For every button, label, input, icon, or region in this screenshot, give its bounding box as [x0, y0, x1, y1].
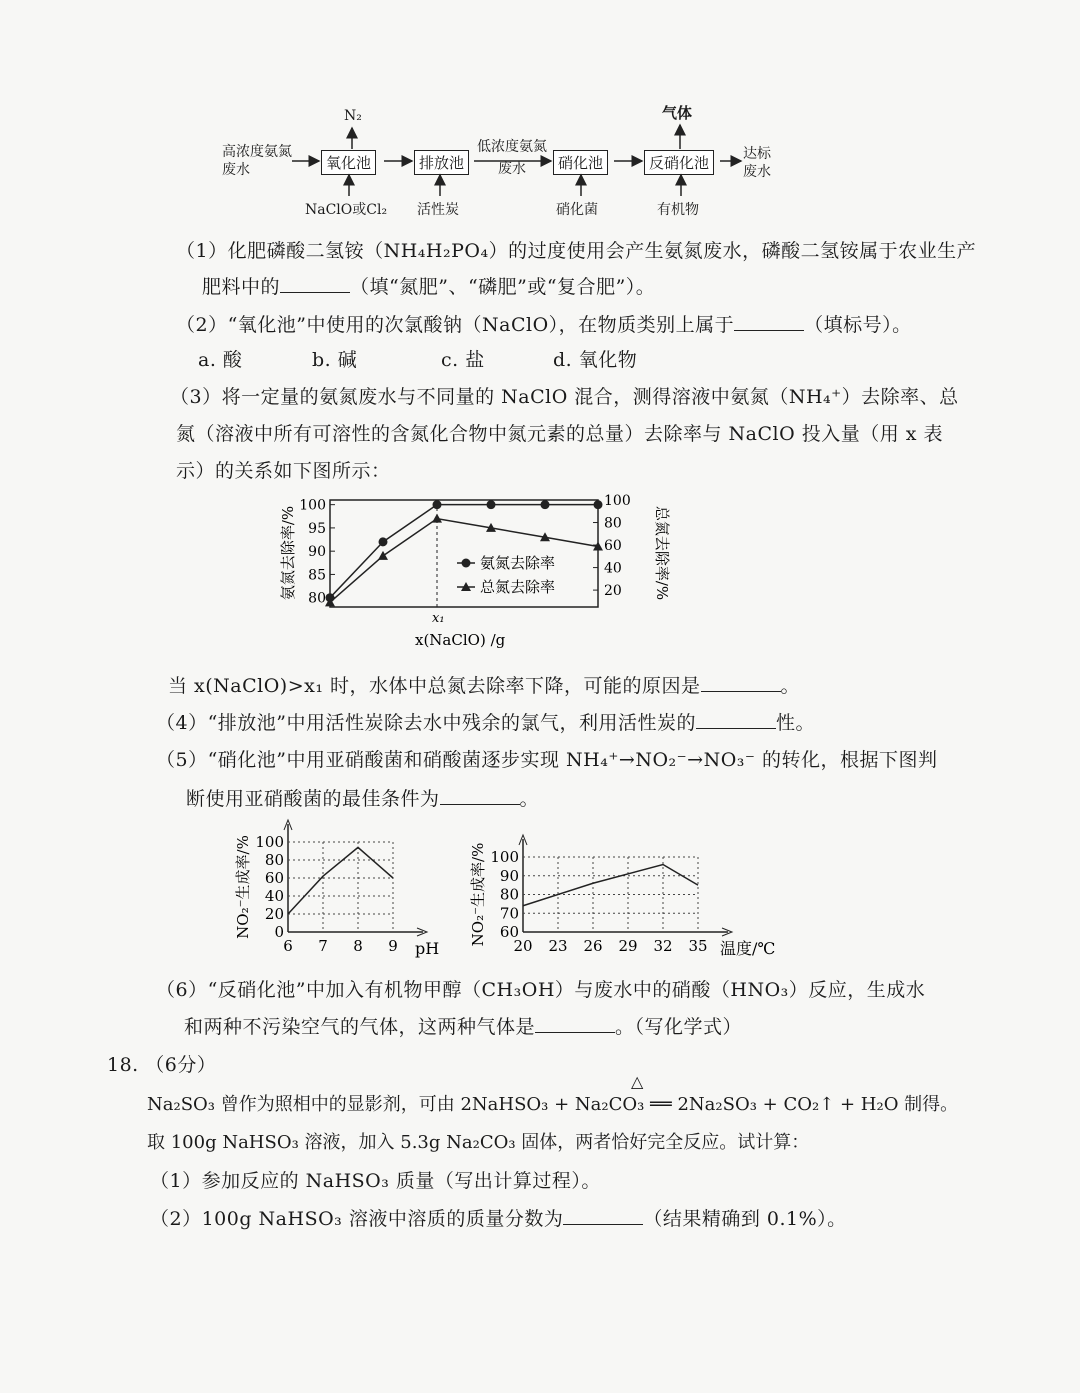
data-point-circle [594, 500, 603, 509]
x-tick-label: 32 [653, 937, 673, 955]
x-tick-label: 6 [283, 937, 293, 955]
x-tick-label: 20 [513, 937, 533, 955]
legend-label-1: 总氮去除率 [480, 578, 556, 596]
chart-ph [230, 810, 450, 960]
flow-box-nitrification: 硝化池 [553, 150, 608, 175]
y-tick-label-right: 60 [604, 538, 622, 555]
flow-gas: 气体 [662, 104, 693, 122]
flow-n2: N₂ [344, 108, 362, 124]
data-point-triangle [378, 551, 388, 560]
flow-box-denitrification: 反硝化池 [644, 150, 714, 175]
x-tick-label: 8 [353, 937, 363, 955]
y-tick-label-right: 100 [604, 493, 631, 509]
q6-line1: （6）“反硝化池”中加入有机物甲醇（CH₃OH）与废水中的硝酸（HNO₃）反应，生成水 [156, 979, 926, 1001]
flow-arrows [0, 0, 1080, 230]
y-axis-label-right: 总氮去除率/% [653, 505, 671, 601]
q4-answer-blank[interactable] [696, 714, 776, 729]
y-axis-label: NO₂⁻生成率/% [234, 835, 252, 939]
data-point-circle [541, 500, 550, 509]
y-tick-label-left: 80 [308, 590, 326, 607]
q18-line1: Na₂SO₃ 曾作为照相中的显影剂，可由 2NaHSO₃ + Na₂CO₃ ══ 2Na₂SO₃ + CO₂↑ + H₂O 制得。 [147, 1094, 959, 1115]
q3-line3: 示）的关系如下图所示： [176, 460, 391, 482]
x-tick-label: 23 [548, 937, 568, 955]
q3-line1: （3）将一定量的氨氮废水与不同量的 NaClO 混合，测得溶液中氨氮（NH₄⁺）去除率、总 [170, 386, 959, 408]
flow-box-oxidation: 氧化池 [321, 150, 376, 175]
q6-line2: 和两种不污染空气的气体，这两种气体是 。（写化学式） [184, 1016, 743, 1038]
q2-answer-blank[interactable] [734, 316, 804, 331]
flow-mid-label: 低浓度氨氮废水 [477, 139, 547, 177]
q18-line2: 取 100g NaHSO₃ 溶液，加入 5.3g Na₂CO₃ 固体，两者恰好完全反应。试计算： [147, 1132, 810, 1153]
y-tick-label: 90 [499, 866, 519, 885]
chart-removal-rate [265, 485, 685, 665]
q18-sub2: （2）100g NaHSO₃ 溶液中溶质的质量分数为 （结果精确到 0.1%）。 [150, 1208, 847, 1230]
x-axis-label: 温度/℃ [720, 939, 776, 958]
data-point-circle [487, 500, 496, 509]
q3-reason: 当 x(NaClO)>x₁ 时，水体中总氮去除率下降，可能的原因是 。 [168, 675, 801, 697]
x-tick-label: 35 [688, 937, 708, 955]
y-tick-label-left: 90 [308, 544, 326, 561]
data-point-triangle [432, 514, 442, 523]
y-tick-label: 40 [264, 887, 284, 905]
data-point-circle [433, 500, 442, 509]
flow-input-bacteria: 硝化菌 [556, 202, 598, 218]
y-tick-label: 70 [499, 904, 519, 923]
flow-input-naclo: NaClO或Cl₂ [305, 202, 388, 218]
y-tick-label-left: 100 [299, 497, 326, 514]
flow-box-discharge: 排放池 [414, 150, 469, 175]
q5-answer-blank[interactable] [440, 790, 520, 805]
y-axis-label-left: 氨氮去除率/% [279, 505, 297, 601]
y-tick-label: 100 [255, 833, 284, 851]
y-tick-label-left: 85 [308, 567, 326, 584]
y-axis-label: NO₂⁻生成率/% [469, 842, 487, 947]
series-line-0 [330, 505, 598, 598]
q2-option-a: a. 酸 [198, 349, 243, 371]
y-tick-label: 20 [264, 905, 284, 923]
y-tick-label: 0 [274, 923, 284, 941]
series-line-0 [523, 865, 698, 906]
y-tick-label: 60 [499, 923, 519, 941]
y-tick-label-right: 40 [604, 560, 622, 577]
y-tick-label-right: 20 [604, 583, 622, 600]
x-tick-label: 7 [318, 937, 328, 955]
q1-line2: 肥料中的 （填“氮肥”、“磷肥”或“复合肥”）。 [202, 276, 656, 298]
y-tick-label-right: 80 [604, 515, 622, 532]
y-tick-label: 100 [490, 848, 519, 866]
x-axis-label: pH [415, 939, 440, 958]
q2-option-b: b. 碱 [312, 349, 358, 371]
legend-marker-0 [462, 559, 471, 568]
q3-answer-blank[interactable] [701, 677, 781, 692]
q1-text: （1）化肥磷酸二氢铵（NH₄H₂PO₄）的过度使用会产生氨氮废水，磷酸二氢铵属于农业生产 [176, 240, 977, 262]
x-axis-label: x(NaClO) /g [415, 631, 506, 649]
y-tick-label: 60 [264, 869, 284, 887]
series-line-0 [288, 847, 393, 914]
q3-line2: 氮（溶液中所有可溶性的含氮化合物中氮元素的总量）去除率与 NaClO 投入量（用 x 表 [176, 423, 944, 445]
q18-delta-symbol: △ [631, 1072, 644, 1091]
q5-line1: （5）“硝化池”中用亚硝酸菌和硝酸菌逐步实现 NH₄⁺→NO₂⁻→NO₃⁻ 的转化，根据下图判 [156, 749, 938, 771]
q18-sub1: （1）参加反应的 NaHSO₃ 质量（写出计算过程）。 [150, 1170, 601, 1192]
q2-text: （2）“氧化池”中使用的次氯酸钠（NaClO），在物质类别上属于 （填标号）。 [176, 314, 912, 336]
q6-answer-blank[interactable] [535, 1018, 615, 1033]
legend-label-0: 氨氮去除率 [480, 554, 556, 572]
q2-option-c: c. 盐 [441, 349, 485, 371]
q1-answer-blank[interactable] [280, 278, 350, 293]
q5-line2: 断使用亚硝酸菌的最佳条件为 。 [186, 788, 540, 810]
flow-input-carbon: 活性炭 [417, 202, 459, 218]
q18-answer-blank[interactable] [563, 1210, 643, 1225]
flow-output: 达标废水 [743, 146, 771, 180]
data-point-circle [379, 537, 388, 546]
q4-text: （4）“排放池”中用活性炭除去水中残余的氯气，利用活性炭的 性。 [156, 712, 816, 734]
x-tick-label: 26 [583, 937, 603, 955]
y-tick-label-left: 95 [308, 520, 326, 537]
chart-temperature [465, 810, 785, 960]
q18-header: 18. （6分） [107, 1054, 217, 1076]
flow-input-organic: 有机物 [657, 202, 699, 218]
flow-input: 高浓度氨氮废水 [222, 144, 292, 178]
x-tick-label: 9 [388, 937, 398, 955]
x-marker-label: x₁ [432, 611, 445, 626]
q2-option-d: d. 氧化物 [553, 349, 638, 371]
y-tick-label: 80 [264, 851, 284, 869]
x-tick-label: 29 [618, 937, 638, 955]
y-tick-label: 80 [499, 885, 519, 904]
